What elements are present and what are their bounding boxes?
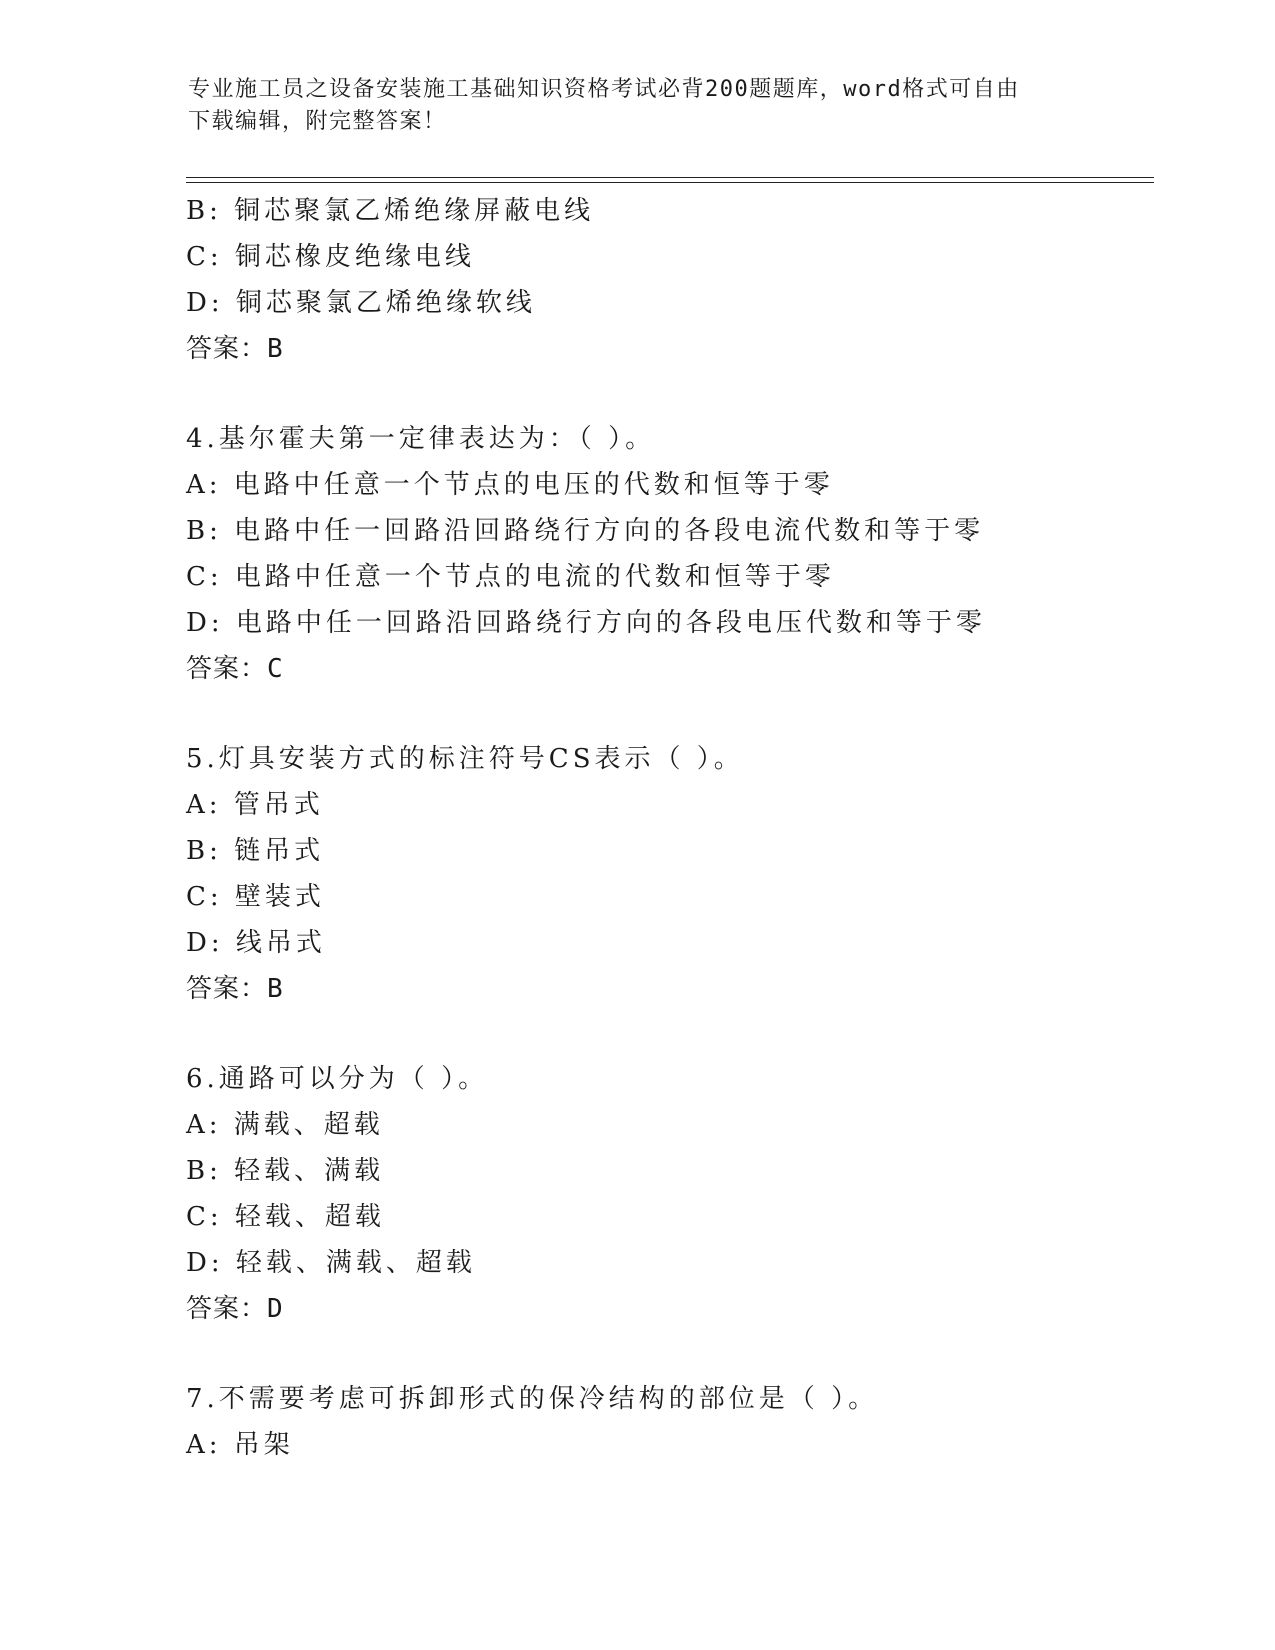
answer: 答案：D (186, 1294, 284, 1324)
option-b: B: 铜芯聚氯乙烯绝缘屏蔽电线 (186, 196, 595, 226)
header-divider-top (186, 177, 1154, 178)
option-a: A: 管吊式 (186, 790, 324, 820)
option-d: D: 电路中任一回路沿回路绕行方向的各段电压代数和等于零 (186, 608, 986, 638)
question-5 (186, 736, 1166, 1012)
header-divider-bottom (186, 182, 1154, 183)
option-d: D: 线吊式 (186, 928, 326, 958)
option-a: A: 吊架 (186, 1430, 294, 1460)
question-7 (186, 1376, 1166, 1468)
question-text: 7.不需要考虑可拆卸形式的保冷结构的部位是（ ）。 (186, 1384, 879, 1414)
question-3-continued (186, 188, 1166, 372)
option-b: B: 轻载、满载 (186, 1156, 385, 1186)
document-body (186, 188, 1166, 1468)
option-d: D: 轻载、满载、超载 (186, 1248, 476, 1278)
option-c: C: 壁装式 (186, 882, 325, 912)
option-a: A: 满载、超载 (186, 1110, 384, 1140)
question-text: 5.灯具安装方式的标注符号CS表示（ ）。 (186, 744, 744, 774)
option-a: A: 电路中任意一个节点的电压的代数和恒等于零 (186, 470, 834, 500)
answer: 答案：B (186, 334, 284, 364)
header-line-1: 专业施工员之设备安装施工基础知识资格考试必背200题题库，word格式可自由 (188, 77, 1020, 102)
question-text: 4.基尔霍夫第一定律表达为：（ ）。 (186, 424, 656, 454)
answer: 答案：B (186, 974, 284, 1004)
question-text: 6.通路可以分为（ ）。 (186, 1064, 489, 1094)
option-c: C: 铜芯橡皮绝缘电线 (186, 242, 475, 272)
question-4 (186, 416, 1166, 692)
option-c: C: 电路中任意一个节点的电流的代数和恒等于零 (186, 562, 835, 592)
option-b: B: 电路中任一回路沿回路绕行方向的各段电流代数和等于零 (186, 516, 985, 546)
answer: 答案：C (186, 654, 284, 684)
header-line-2: 下载编辑，附完整答案！ (188, 109, 447, 134)
option-b: B: 链吊式 (186, 836, 325, 866)
option-d: D: 铜芯聚氯乙烯绝缘软线 (186, 288, 536, 318)
document-header (188, 74, 1068, 138)
question-6 (186, 1056, 1166, 1332)
option-c: C: 轻载、超载 (186, 1202, 385, 1232)
